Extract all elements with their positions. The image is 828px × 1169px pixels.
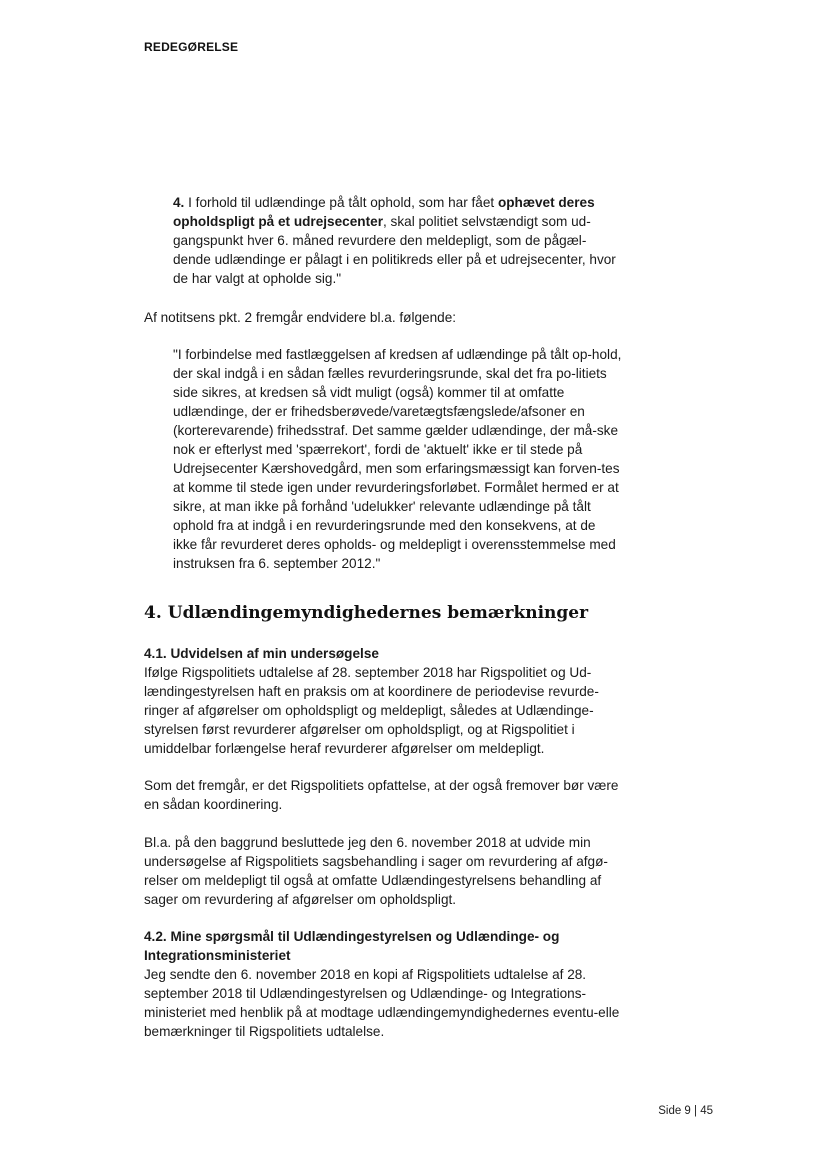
subsection-4-2-paragraph-1: Jeg sendte den 6. november 2018 en kopi af Rigspolitiets udtalelse af 28. september 2018 til Udlændingestyrelsen og Udlændinge- og Integrations-ministeriet med henblik på at modtage udlændingemyndighedernes eventu-elle bemærkninger til Rigspolitiets udtalelse. <box>144 967 620 1039</box>
quote-point-number: 4. <box>173 195 185 210</box>
quote-bold-text: ophævet deres opholdspligt på et udrejsecenter <box>173 195 595 229</box>
section-4-1 <box>144 644 624 758</box>
section-number: 4. <box>144 603 162 623</box>
document-header: REDEGØRELSE <box>144 40 239 54</box>
quote-notits: "I forbindelse med fastlæggelsen af kredsen af udlændinge på tålt op-hold, der skal indgå i en sådan fælles revurderingsrunde, skal det fra po-litiets side sikres, at kredsen så vidt muligt (også) kommer til at omfatte udlændinge, der er frihedsberøvede/varetægtsfængslede/afsoner en (korterevarende) frihedsstraf. Det samme gælder udlændinge, der må-ske nok er efterlyst med 'spærrekort', fordi de 'aktuelt' ikke er til stede på Udrejsecenter Kærshovedgård, men som erfaringsmæssigt kan forven-tes at komme til stede igen under revurderingsforløbet. Formålet hermed er at sikre, at man ikke på forhånd 'udelukker' relevante udlændinge på tålt ophold fra at indgå i en revurderingsrunde med den konsekvens, at de ikke får revurderet deres opholds- og meldepligt i overensstemmelse med instruksen fra 6. september 2012." <box>173 347 622 571</box>
subsection-4-1-heading: 4.1. Udvidelsen af min undersøgelse <box>144 646 379 661</box>
section-4-heading <box>144 603 588 623</box>
section-title: Udlændingemyndighedernes bemærkninger <box>167 603 589 623</box>
quote-text-b: , skal politiet selvstændigt som ud-gangspunkt hver 6. måned revurdere den meldepligt, som de pågæl-dende udlændinge er pålagt i en politikreds eller på et udrejsecenter, hvor de har valgt at opholde sig." <box>173 214 616 286</box>
subsection-4-1-paragraph-1: Ifølge Rigspolitiets udtalelse af 28. september 2018 har Rigspolitiet og Ud-lændingestyrelsen haft en praksis om at koordinere de periodevise revurde-ringer af afgørelser om opholdspligt og meldepligt, således at Udlændinge-styrelsen først revurderer afgørelser om opholdspligt, og at Rigspolitiet i umiddelbar forlængelse heraf revurderer afgørelser om meldepligt. <box>144 665 599 756</box>
subsection-4-2-heading: 4.2. Mine spørgsmål til Udlændingestyrelsen og Udlændinge- og Integrationsministeriet <box>144 929 560 963</box>
section-4-2 <box>144 927 624 1041</box>
subsection-4-1-paragraph-2: Som det fremgår, er det Rigspolitiets opfattelse, at der også fremover bør være en sådan koordinering. <box>144 778 619 812</box>
subsection-4-1-paragraph-3: Bl.a. på den baggrund besluttede jeg den 6. november 2018 at udvide min undersøgelse af Rigspolitiets sagsbehandling i sager om revurdering af afgø-relser om meldepligt til også at omfatte Udlændingestyrelsens behandling af sager om revurdering af afgørelser om opholdspligt. <box>144 835 608 907</box>
quote-point-4 <box>173 193 623 288</box>
quote-text-a: I forhold til udlændinge på tålt ophold, som har fået <box>184 195 498 210</box>
page-number: Side 9 | 45 <box>658 1105 713 1117</box>
intro-paragraph: Af notitsens pkt. 2 fremgår endvidere bl.a. følgende: <box>144 310 457 325</box>
